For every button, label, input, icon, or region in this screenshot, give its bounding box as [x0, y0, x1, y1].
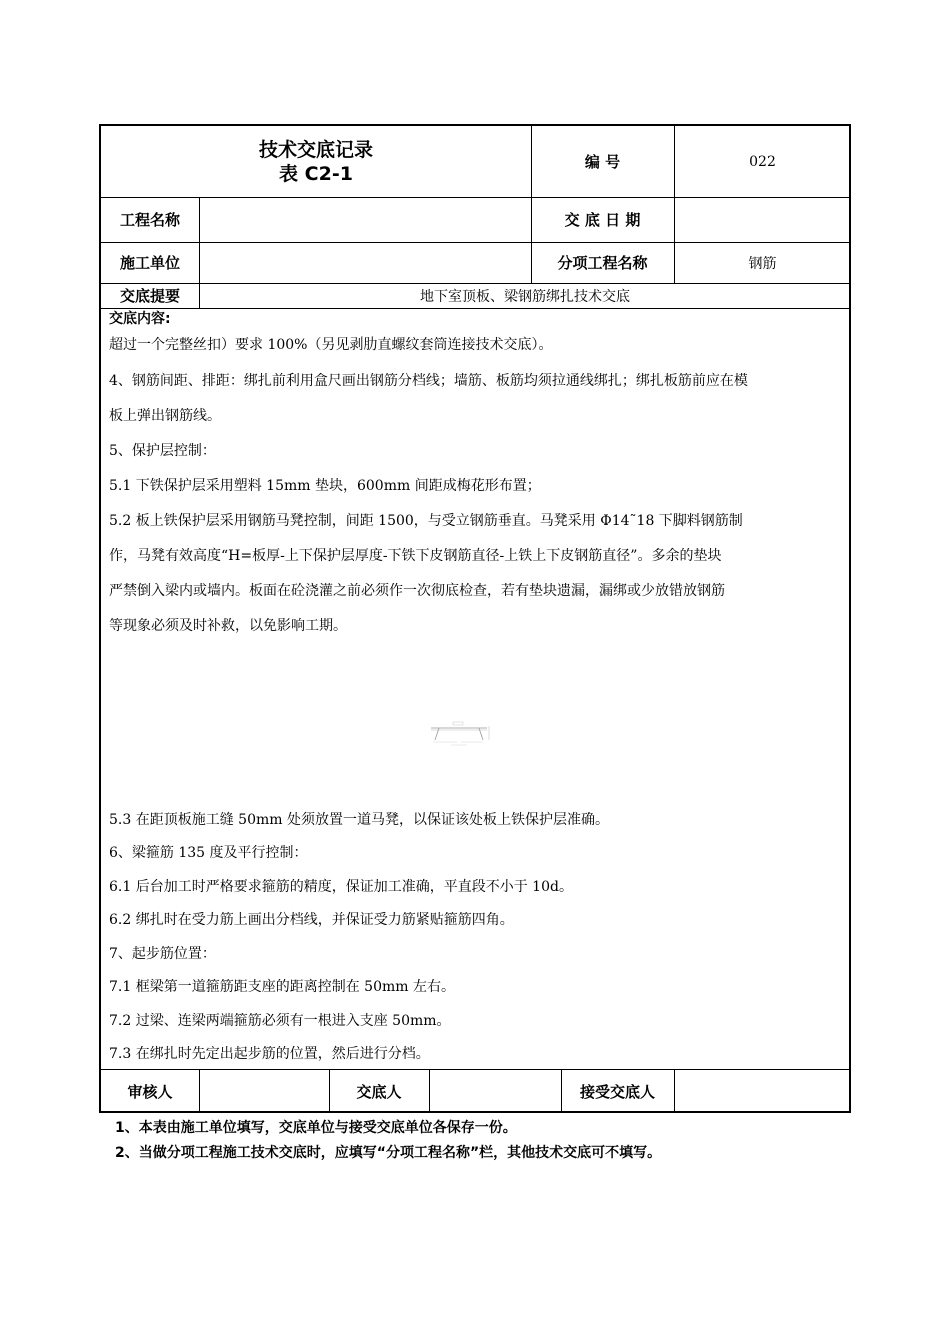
- briefing-content: [109, 309, 841, 1062]
- receiver-field[interactable]: [674, 1069, 851, 1113]
- date-label: 交 底 日 期: [564, 211, 641, 229]
- content-line: 等现象必须及时补救，以免影响工期。: [109, 618, 347, 634]
- date-field[interactable]: [674, 197, 851, 242]
- presenter-field[interactable]: [429, 1069, 561, 1113]
- content-line: 4、钢筋间距、排距：绑扎前利用盒尺画出钢筋分档线；墙筋、板筋均须拉通线绑扎；绑扎板筋前应在模: [109, 373, 748, 389]
- content-line: 超过一个完整丝扣）要求 100%（另见剥肋直螺纹套筒连接技术交底）。: [109, 337, 553, 353]
- content-heading: 交底内容:: [109, 311, 171, 327]
- content-line: 7、起步筋位置：: [109, 946, 216, 962]
- content-line: 作，马凳有效高度“H=板厚-上下保护层厚度-下铁下皮钢筋直径-上铁上下皮钢筋直径”。多余的垫块: [109, 548, 722, 564]
- summary-value[interactable]: 地下室顶板、梁钢筋绑扎技术交底: [420, 288, 630, 305]
- content-line: 5、保护层控制：: [109, 443, 216, 459]
- content-line: 6.1 后台加工时严格要求箍筋的精度，保证加工准确，平直段不小于 10d。: [109, 879, 573, 895]
- project-name-label: 工程名称: [119, 211, 180, 229]
- number-value: 022: [749, 153, 776, 170]
- footnote: 1、本表由施工单位填写，交底单位与接受交底单位各保存一份。: [115, 1120, 517, 1136]
- content-line: 严禁倒入梁内或墙内。板面在砼浇灌之前必须作一次彻底检查，若有垫块遗漏，漏绑或少放错放钢筋: [109, 583, 725, 599]
- unit-field[interactable]: [199, 242, 531, 283]
- subproject-label: 分项工程名称: [557, 254, 648, 272]
- technical-briefing-form: [99, 124, 851, 1113]
- content-line: 板上弹出钢筋线。: [109, 408, 221, 424]
- content-line: 7.3 在绑扎时先定出起步筋的位置，然后进行分档。: [109, 1046, 430, 1062]
- content-line: 7.1 框梁第一道箍筋距支座的距离控制在 50mm 左右。: [109, 979, 455, 995]
- receiver-label: 接受交底人: [579, 1082, 655, 1101]
- form-title: [101, 126, 531, 197]
- content-line: 5.1 下铁保护层采用塑料 15mm 垫块，600mm 间距成梅花形布置；: [109, 478, 541, 494]
- project-name-field[interactable]: [199, 197, 531, 242]
- subproject-value[interactable]: 钢筋: [748, 255, 777, 272]
- content-line: 6.2 绑扎时在受力筋上画出分档线，并保证受力筋紧贴箍筋四角。: [109, 912, 514, 928]
- content-line: 7.2 过梁、连梁两端箍筋必须有一根进入支座 50mm。: [109, 1013, 451, 1029]
- content-line: 6、梁箍筋 135 度及平行控制：: [109, 845, 308, 861]
- content-line: 5.2 板上铁保护层采用钢筋马凳控制，间距 1500，与受立钢筋垂直。马凳采用 Φ14˜18 下脚料钢筋制: [109, 513, 743, 529]
- content-line: 5.3 在距顶板施工缝 50mm 处须放置一道马凳，以保证该处板上铁保护层准确。: [109, 812, 609, 828]
- summary-label: 交底提要: [119, 287, 180, 305]
- unit-label: 施工单位: [119, 254, 180, 272]
- reviewer-field[interactable]: [199, 1069, 329, 1113]
- rebar-stool-diagram: [427, 720, 497, 748]
- form-title-main: 技术交底记录: [258, 138, 373, 161]
- number-label: 编 号: [584, 153, 621, 171]
- reviewer-label: 审核人: [127, 1082, 173, 1101]
- form-title-code: 表 C2-1: [279, 162, 353, 185]
- footnote: 2、当做分项工程施工技术交底时，应填写“分项工程名称”栏，其他技术交底可不填写。: [115, 1145, 662, 1161]
- presenter-label: 交底人: [356, 1082, 402, 1101]
